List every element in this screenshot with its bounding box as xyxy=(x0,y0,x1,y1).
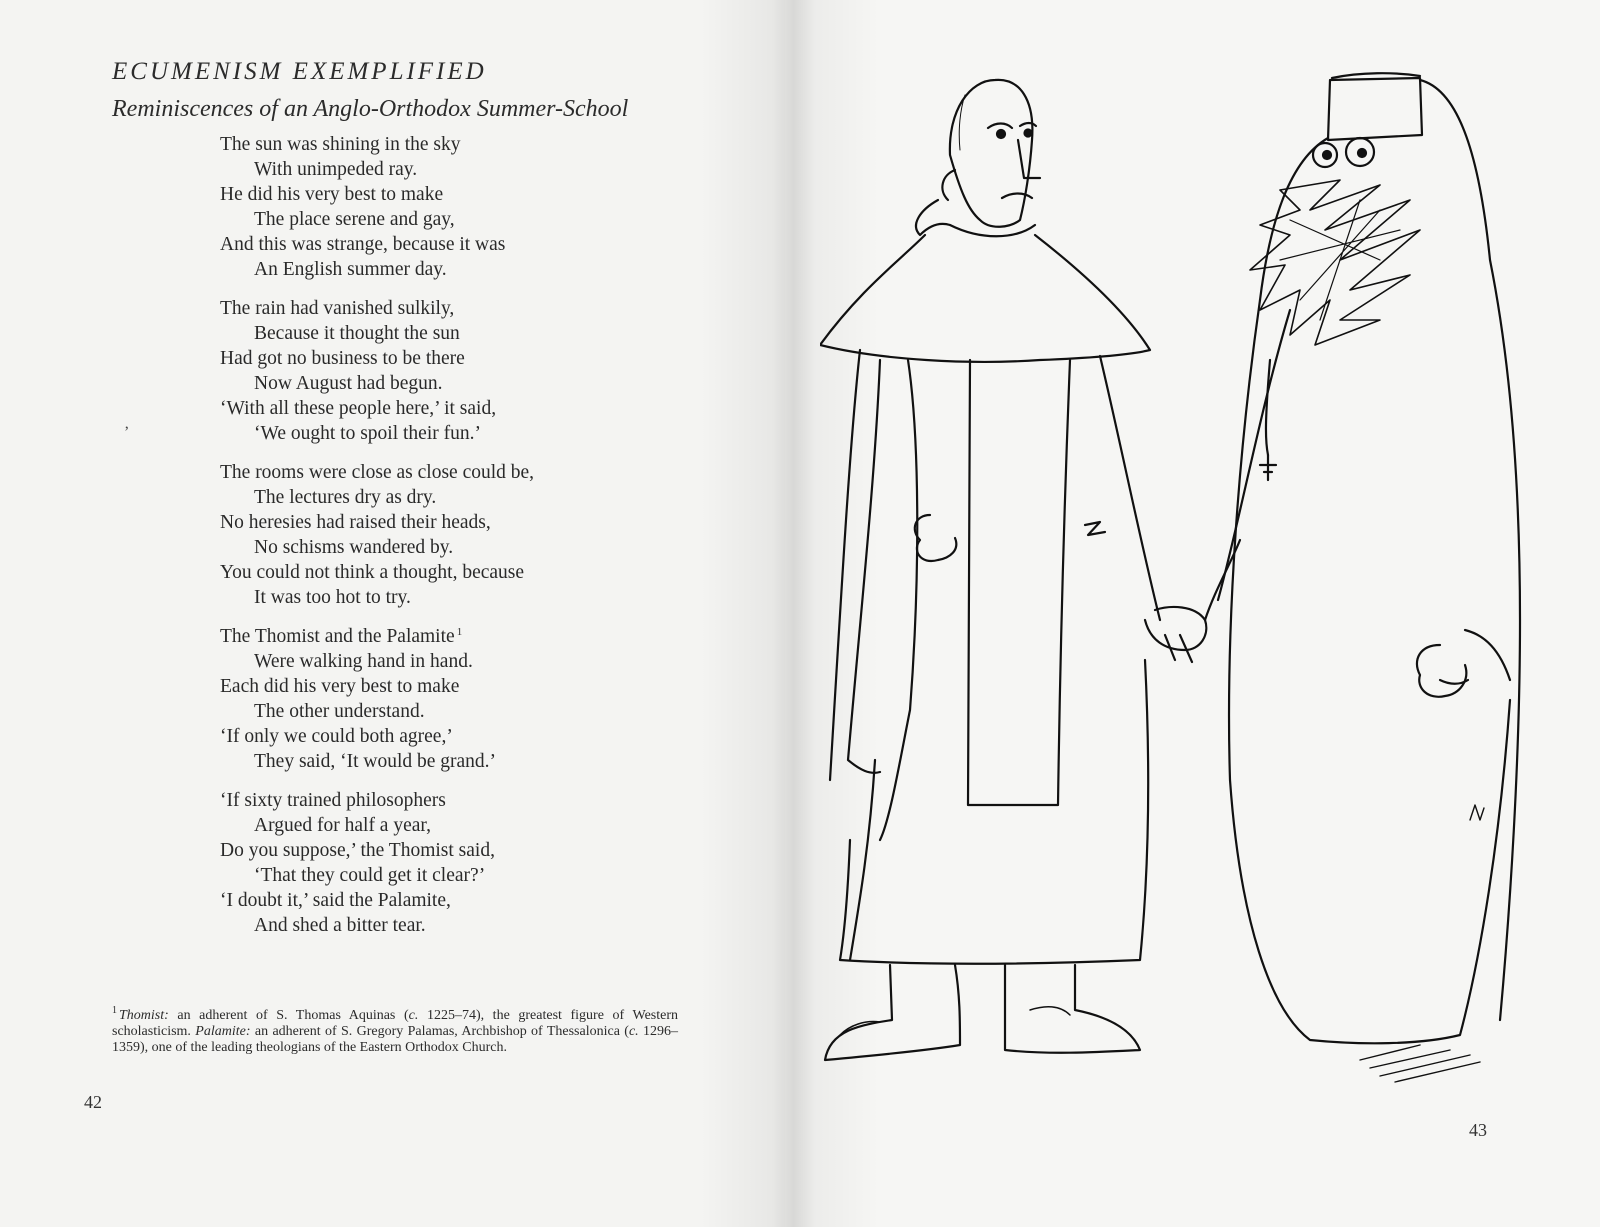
stanza xyxy=(220,132,650,282)
stray-mark: ’ xyxy=(124,424,130,441)
left-page xyxy=(0,0,785,1227)
poem-line xyxy=(220,624,650,649)
footnote-text: an adherent of S. Thomas Aquinas ( xyxy=(168,1008,409,1023)
poem-line: ‘If only we could both agree,’ xyxy=(220,726,453,747)
poem-line: With unimpeded ray. xyxy=(254,159,418,180)
poem-line: Do you suppose,’ the Thomist said, xyxy=(220,840,495,861)
poem-line: You could not think a thought, because xyxy=(220,562,525,583)
stanza xyxy=(220,788,650,938)
poem-line: Now August had begun. xyxy=(254,373,443,394)
poem-line: The rain had vanished sulkily, xyxy=(220,298,455,319)
stanza xyxy=(220,460,650,610)
poem-line: It was too hot to try. xyxy=(254,587,411,608)
footnote-text: 1296–1359), one of the leading theologians of the Eastern Orthodox Church. xyxy=(112,1024,679,1055)
poem-line-text: The Thomist and the Palamite xyxy=(220,626,455,647)
thomist-friar-drawing-icon xyxy=(820,80,1160,1060)
stanza xyxy=(220,296,650,446)
orthodox-priest-drawing-icon xyxy=(1218,73,1520,1082)
poem-line: The lectures dry as dry. xyxy=(254,487,437,508)
footnote xyxy=(112,1005,679,1056)
footnote-circa: c. xyxy=(408,1008,419,1023)
joined-hands-drawing-icon xyxy=(1145,540,1240,662)
poem-line: Because it thought the sun xyxy=(254,323,460,344)
poem-line: ‘That they could get it clear?’ xyxy=(254,865,486,886)
footnote-number: 1 xyxy=(112,1005,117,1017)
poem-line: Argued for half a year, xyxy=(254,815,431,836)
page-number-right: 43 xyxy=(1469,1120,1487,1140)
poem-line: Each did his very best to make xyxy=(220,676,460,697)
poem-line: Were walking hand in hand. xyxy=(254,651,473,672)
poem-title: ECUMENISM EXEMPLIFIED xyxy=(112,58,487,85)
poem-line: Had got no business to be there xyxy=(220,348,465,369)
poem-line: The sun was shining in the sky xyxy=(220,134,461,155)
poem-line: He did his very best to make xyxy=(220,184,444,205)
poem-line: No heresies had raised their heads, xyxy=(220,512,491,533)
stanza xyxy=(220,624,650,774)
poem-line: ‘I doubt it,’ said the Palamite, xyxy=(220,890,451,911)
poem-subtitle: Reminiscences of an Anglo-Orthodox Summer-School xyxy=(112,96,629,122)
poem-line: The place serene and gay, xyxy=(254,209,455,230)
poem-line: No schisms wandered by. xyxy=(254,537,454,558)
page-number-left: 42 xyxy=(84,1092,102,1112)
footnote-text: an adherent of S. Gregory Palamas, Archbishop of Thessalonica ( xyxy=(250,1024,629,1039)
poem xyxy=(220,132,650,952)
footnote-circa: c. xyxy=(628,1024,639,1039)
poem-line: ‘We ought to spoil their fun.’ xyxy=(254,423,481,444)
poem-line: And this was strange, because it was xyxy=(220,234,506,255)
illustration xyxy=(820,60,1590,1130)
poem-line: ‘With all these people here,’ it said, xyxy=(220,398,497,419)
footnote-term-palamite: Palamite: xyxy=(195,1024,251,1039)
footnote-term-thomist: Thomist: xyxy=(119,1008,169,1023)
footnote-text: 1225–74), the greatest figure of Western scholasticism. xyxy=(112,1008,679,1039)
poem-line: ‘If sixty trained philosophers xyxy=(220,790,446,811)
poem-line: The other understand. xyxy=(254,701,425,722)
poem-line: And shed a bitter tear. xyxy=(254,915,426,936)
poem-line: An English summer day. xyxy=(254,259,447,280)
poem-line: They said, ‘It would be grand.’ xyxy=(254,751,497,772)
footnote-marker: 1 xyxy=(456,625,463,638)
poem-line: The rooms were close as close could be, xyxy=(220,462,535,483)
